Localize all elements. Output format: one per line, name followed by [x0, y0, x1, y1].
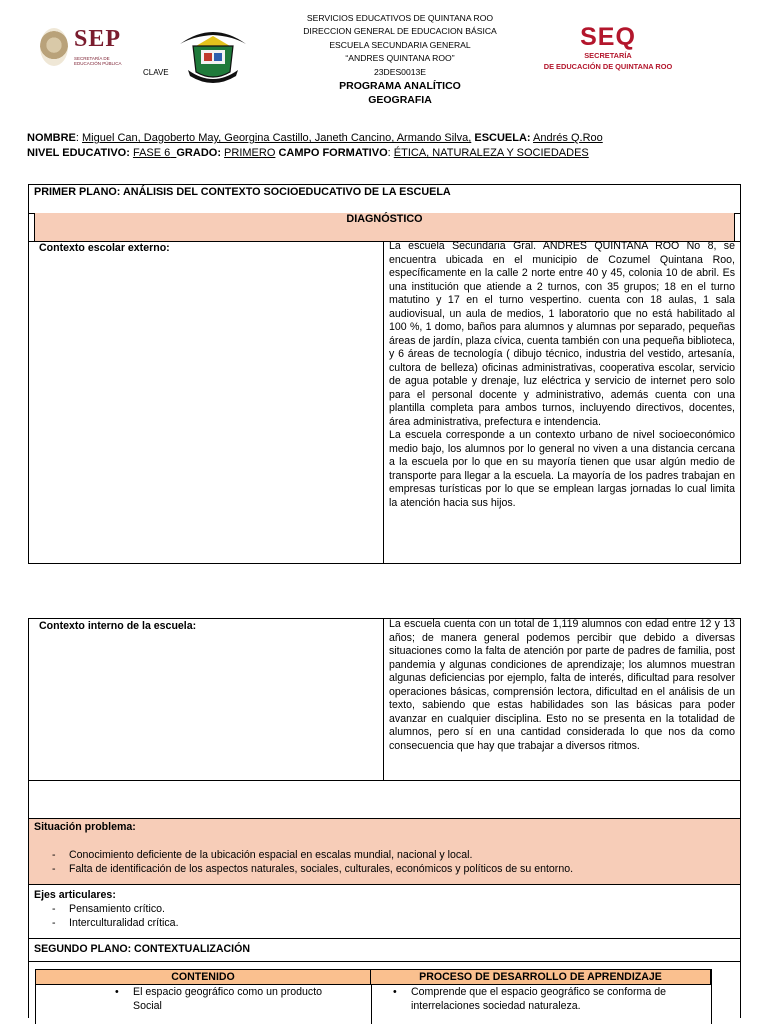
header-line: SERVICIOS EDUCATIVOS DE QUINTANA ROO — [306, 13, 494, 23]
subject-title: GEOGRAFIA — [368, 94, 432, 107]
campo-value: ÉTICA, NATURALEZA Y SOCIEDADES — [393, 147, 589, 159]
program-title: PROGRAMA ANALÍTICO — [339, 80, 461, 93]
seq-logo — [528, 24, 688, 72]
contenido-header — [35, 969, 371, 985]
document-header — [250, 12, 550, 107]
contenido-list — [100, 986, 340, 1013]
list-item: - Falta de identificación de los aspectos naturales, sociales, culturales, económicos y políticos de su entorno. — [29, 863, 740, 877]
proceso-title: PROCESO DE DESARROLLO DE APRENDIZAJE — [419, 971, 662, 983]
divider — [383, 241, 384, 564]
proceso-header — [371, 969, 711, 985]
divider — [371, 985, 372, 1024]
diagnostico-title: DIAGNÓSTICO — [346, 213, 423, 225]
header-line: DIRECCION GENERAL DE EDUCACION BÁSICA — [303, 26, 497, 37]
seq-logo-word: SEQ — [580, 23, 636, 51]
list-item: • Comprende que el espacio geográfico se conforma de interrelaciones sociedad naturaleza. — [378, 986, 678, 1013]
seq-logo-line2: DE EDUCACIÓN DE QUINTANA ROO — [543, 62, 673, 71]
externo-text — [389, 240, 735, 510]
divider — [711, 969, 712, 1024]
situacion-list — [29, 849, 740, 877]
divider — [28, 938, 741, 939]
list-item: - Interculturalidad crítica. — [29, 917, 729, 931]
nivel-line: NIVEL EDUCATIVO: FASE 6 GRADO: PRIMERO CAMPO FORMATIVO: ÉTICA, NATURALEZA Y SOCIEDADES — [27, 147, 589, 159]
escuela-label: ESCUELA: — [474, 132, 531, 144]
header-line: 23DES0013E — [373, 66, 427, 77]
primer-plano-title: PRIMER PLANO: ANÁLISIS DEL CONTEXTO SOCIOEDUCATIVO DE LA ESCUELA — [34, 186, 451, 198]
divider — [35, 985, 36, 1024]
grado-label: GRADO: — [176, 147, 221, 159]
contenido-title: CONTENIDO — [171, 971, 235, 983]
header-line: ESCUELA SECUNDARIA GENERAL — [329, 39, 471, 50]
grado-value: PRIMERO — [224, 147, 276, 159]
proceso-list — [378, 986, 678, 1013]
divider — [28, 213, 35, 241]
divider — [734, 213, 741, 241]
nombre-value: Miguel Can, Dagoberto May, Georgina Castillo, Janeth Cancino, Armando Silva, — [82, 132, 472, 144]
clave-label: CLAVE — [143, 68, 169, 77]
list-item: - Conocimiento deficiente de la ubicación espacial en escalas mundial, nacional y local. — [29, 849, 740, 863]
campo-label: CAMPO FORMATIVO — [278, 147, 388, 159]
seq-logo-line1: SECRETARÍA — [584, 51, 632, 60]
nivel-value: FASE 6 — [132, 147, 171, 159]
divider — [28, 961, 741, 962]
sep-logo-word: SEP — [74, 26, 122, 52]
mexico-seal-icon — [40, 28, 68, 66]
divider — [28, 780, 741, 781]
diagnostico-header — [35, 213, 734, 241]
externo-paragraph-2: La escuela corresponde a un contexto urbano de nivel socioeconómico medio bajo, los alumnos por lo general no viven a una distancia cercana a la escuela por lo que en su mayoría tienen que usar algún medio de transporte para llegar a la escuela. La mayoría de los padres trabajan en empresas turísticas por lo que se emplean largas jornadas lo cual limita la atención hacia sus hijos. — [389, 429, 735, 509]
interno-label: Contexto interno de la escuela: — [39, 620, 197, 632]
ejes-list — [29, 903, 729, 931]
segundo-plano-title: SEGUNDO PLANO: CONTEXTUALIZACIÓN — [34, 943, 250, 955]
interno-text: La escuela cuenta con un total de 1,119 alumnos con edad entre 12 y 13 años; de manera general podemos percibir que debido a diversas situaciones como la falta de atención por parte de padres de familia, post pandemia y algunas condiciones de aprendizaje; los alumnos muestran algunas deficiencias por ejemplo, falta de interés, dificultad para resolver operaciones básicas, comprensión lectora, dificultad en el análisis de un texto, sabiendo que estas habilidades son las básicas para poder avanzar en cualquier disciplina. Esto no se presenta en la totalidad de alumnos, pero sí en una cantidad considerada lo que nos da como consecuencia que hay que trabajar a diversos ritmos. — [389, 618, 735, 752]
escuela-value: Andrés Q.Roo — [533, 132, 603, 144]
situacion-title: Situación problema: — [34, 821, 136, 833]
situacion-problema — [29, 818, 740, 885]
externo-label: Contexto escolar externo: — [39, 242, 170, 254]
nivel-label: NIVEL EDUCATIVO: — [27, 147, 130, 159]
list-item: - Pensamiento crítico. — [29, 903, 729, 917]
list-item: • El espacio geográfico como un producto Social — [100, 986, 340, 1013]
nombre-line: NOMBRE: Miguel Can, Dagoberto May, Georgina Castillo, Janeth Cancino, Armando Silva, ESCUELA: Andrés Q.Roo — [27, 132, 603, 144]
school-emblem-icon — [178, 22, 248, 88]
ejes-title: Ejes articulares: — [34, 889, 116, 901]
nombre-label: NOMBRE — [27, 132, 76, 144]
sep-logo — [40, 26, 132, 70]
sep-logo-subtitle: SECRETARÍA DE EDUCACIÓN PÚBLICA — [74, 56, 122, 66]
header-line: “ANDRES QUINTANA ROO” — [345, 53, 455, 64]
divider — [383, 618, 384, 780]
externo-paragraph-1: La escuela Secundaria Gral. ANDRES QUINTANA ROO No 8, se encuentra ubicada en el municipio de Cozumel Quintana Roo, específicamente en la calle 2 norte entre 40 y 45, colonia 10 de abril. Es una institución que atiende a 2 turnos, con 35 grupos; 18 en el turno matutino y 17 en el turno vespertino. cuenta con 18 aulas, 1 sala audiovisual, un aula de medios, 1 laboratorio que no está habilitado al 100 %, 1 domo, baños para alumnos y alumnas por separado, pequeñas áreas de jardín, plaza cívica, cuenta también con una pequeña biblioteca, y 6 áreas de tecnología ( dibujo técnico, industria del vestido, artesanía, cultora de belleza) oficinas administrativas, cooperativa escolar, servicio de agua potable y drenaje, luz eléctrica y servicio de internet pero solo para el personal docente y administrativo, además cuenta con una plantilla completa para ambos turnos, incluyendo directivos, docentes, área administrativa, prefectura e intendencia. — [389, 240, 735, 428]
